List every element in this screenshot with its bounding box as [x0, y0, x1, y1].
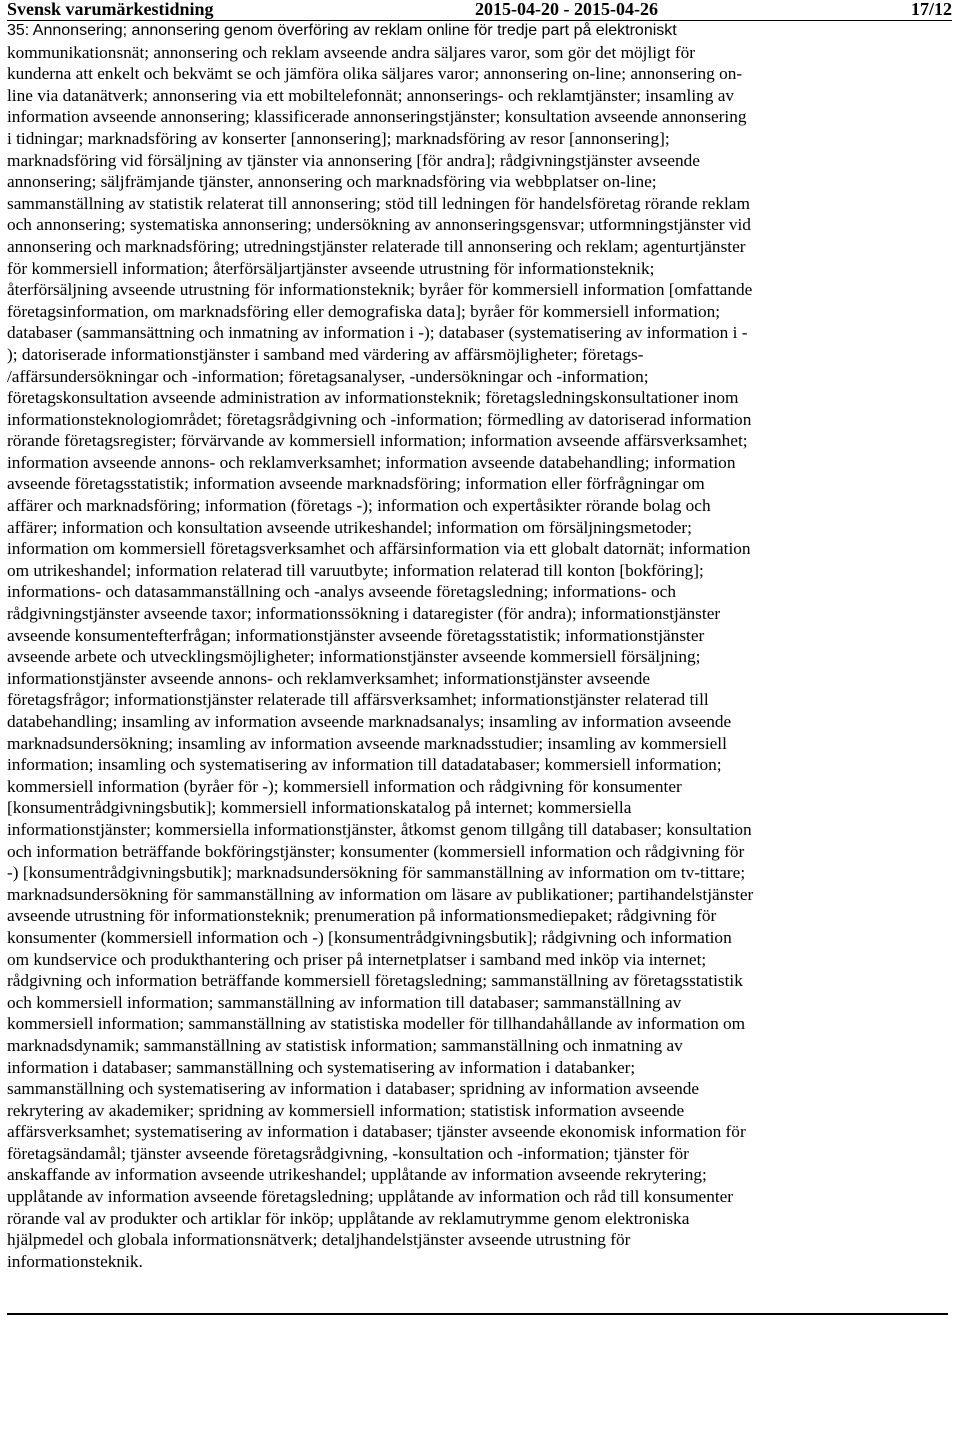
publication-title: Svensk varumärkestidning — [7, 0, 214, 19]
page-number: 17/12 — [910, 0, 952, 19]
text-line: avseende konsumentefterfrågan; informationstjänster avseende företagsstatistik; informationstjänster — [7, 625, 705, 645]
text-line: och annonsering; systematiska annonsering; undersökning av annonseringsgensvar; utformningstjänster vid — [7, 215, 751, 235]
text-line: rekrytering av akademiker; spridning av kommersiell information; statistisk information avseende — [7, 1100, 685, 1120]
text-line: avseende utrustning för informationsteknik; prenumeration på informationsmediepaket; rådgivning för — [7, 906, 717, 926]
text-line: informations- och datasammanställning och -analys avseende företagsledning; informations- och — [7, 582, 676, 602]
text-line: informationsteknologiområdet; företagsrådgivning och -information; förmedling av datoriserad information — [7, 409, 752, 429]
text-line: avseende företagsstatistik; information avseende marknadsföring; information eller förfrågningar om — [7, 474, 705, 494]
text-line: kunderna att enkelt och bekvämt se och jämföra olika säljares varor; annonsering on-line; annonsering on- — [7, 64, 743, 84]
text-line: /affärsundersökningar och -information; företagsanalyser, -undersökningar och -information; — [7, 366, 649, 386]
text-line: kommersiell information (byråer för -); kommersiell information och rådgivning för konsumenter — [7, 776, 682, 796]
text-line: marknadsundersökning; insamling av information avseende marknadsstudier; insamling av kommersiell — [7, 733, 727, 753]
text-line: 35: Annonsering; annonsering genom överföring av reklam online för tredje part på elektroniskt — [7, 22, 677, 39]
text-line: affärer och marknadsföring; information (företags -); information och expertåsikter rörande bolag och — [7, 496, 711, 516]
text-line: och kommersiell information; sammanställning av information till databaser; sammanställning av — [7, 992, 682, 1012]
text-line: rörande val av produkter och artiklar för inköp; upplåtande av reklamutrymme genom elektroniska — [7, 1208, 690, 1228]
text-line: företagsinformation, om marknadsföring eller demografiska data]; byråer för kommersiell information; — [7, 301, 721, 321]
text-line: rådgivning och information beträffande kommersiell företagsledning; sammanställning av företagsstatistik — [7, 971, 743, 991]
text-line: information avseende annonsering; klassificerade annonseringstjänster; konsultation avseende annonsering — [7, 107, 747, 127]
text-line: information om kommersiell företagsverksamhet och affärsinformation via ett globalt datornät; information — [7, 539, 751, 559]
text-line: databehandling; insamling av information avseende marknadsanalys; insamling av information avseende — [7, 712, 732, 731]
text-line: information i databaser; sammanställning och systematisering av information i databanker; — [7, 1057, 636, 1077]
text-line: informationstjänster avseende annons- och reklamverksamhet; informationstjänster avseende — [7, 668, 651, 688]
text-line: sammanställning av statistik relaterat till annonsering; stöd till ledningen för handelsföretag rörande reklam — [7, 193, 750, 213]
text-line: line via datanätverk; annonsering via ett mobiltelefonnät; annonserings- och reklamtjänster; insamling av — [7, 85, 735, 105]
text-line: konsumenter (kommersiell information och -) [konsumentrådgivningsbutik]; rådgivning och information — [7, 927, 732, 947]
text-line: -) [konsumentrådgivningsbutik]; marknadsundersökning för sammanställning av information om tv-tittare; — [7, 863, 746, 883]
text-line: databaser (sammansättning och inmatning av information i -); databaser (systematisering av information i - — [7, 323, 748, 343]
text-line: återförsäljning avseende utrustning för informationsteknik; byråer för kommersiell information [omfattande — [7, 280, 753, 300]
text-line: anskaffande av information avseende utrikeshandel; upplåtande av information avseende rekrytering; — [7, 1165, 707, 1185]
text-line: för kommersiell information; återförsäljartjänster avseende utrustning för informationsteknik; — [7, 258, 655, 278]
publication-date-range: 2015-04-20 - 2015-04-26 — [475, 0, 658, 19]
text-line: informationsteknik. — [7, 1251, 143, 1271]
text-line: om utrikeshandel; information relaterad till varuutbyte; information relaterad till konton [bokföring]; — [7, 560, 704, 580]
text-line: rådgivningstjänster avseende taxor; informationssökning i dataregister (för andra); informationstjänster — [7, 604, 721, 624]
text-line: företagsändamål; tjänster avseende företagsrådgivning, -konsultation och -information; tjänster för — [7, 1143, 689, 1163]
text-line: avseende arbete och utvecklingsmöjligheter; informationstjänster avseende kommersiell försäljning; — [7, 647, 701, 667]
text-line: rörande företagsregister; förvärvande av kommersiell information; information avseende affärsverksamhet; — [7, 431, 748, 451]
text-line: annonsering och marknadsföring; utredningstjänster relaterade till annonsering och reklam; agenturtjänster — [7, 236, 746, 256]
text-line: om kundservice och produkthantering och priser på internetplatser i samband med inköp via internet; — [7, 949, 707, 969]
text-line: företagsfrågor; informationstjänster relaterade till affärsverksamhet; informationstjänster relaterad till — [7, 690, 709, 710]
text-line: annonsering; säljfrämjande tjänster, annonsering och marknadsföring via webbplatser on-line; — [7, 172, 657, 192]
text-line: marknadsdynamik; sammanställning av statistisk information; sammanställning och inmatning av — [7, 1035, 683, 1055]
text-line: information avseende annons- och reklamverksamhet; information avseende databehandling; information — [7, 452, 736, 472]
text-line: information; insamling och systematisering av information till datadatabaser; kommersiell information; — [7, 755, 722, 775]
text-line: upplåtande av information avseende företagsledning; upplåtande av information och råd till konsumenter — [7, 1187, 734, 1207]
text-line: ); datoriserade informationstjänster i samband med värdering av affärsmöjligheter; företags- — [7, 344, 644, 364]
text-line: företagskonsultation avseende administration av informationsteknik; företagsledningskonsultationer inom — [7, 388, 739, 408]
text-line: [konsumentrådgivningsbutik]; kommersiell informationskatalog på internet; kommersiella — [7, 798, 632, 818]
page-header — [7, 0, 952, 19]
text-line: affärer; information och konsultation avseende utrikeshandel; information om försäljningsmetoder; — [7, 517, 692, 537]
text-line: marknadsundersökning för sammanställning av information om läsare av publikationer; partihandelstjänster — [7, 884, 754, 904]
text-line: kommunikationsnät; annonsering och reklam avseende andra säljares varor, som gör det möjligt för — [7, 42, 695, 62]
text-line: i tidningar; marknadsföring av konserter [annonsering]; marknadsföring av resor [annonsering]; — [7, 128, 670, 148]
text-line: informationstjänster; kommersiella informationstjänster, åtkomst genom tillgång till databaser; konsultation — [7, 819, 752, 839]
text-line: och information beträffande bokföringstjänster; konsumenter (kommersiell information och rådgivning för — [7, 841, 745, 861]
text-line: marknadsföring vid försäljning av tjänster via annonsering [för andra]; rådgivningstjänster avseende — [7, 150, 700, 170]
text-line: hjälpmedel och globala informationsnätverk; detaljhandelstjänster avseende utrustning för — [7, 1230, 631, 1250]
text-line: sammanställning och systematisering av information i databaser; spridning av information avseende — [7, 1079, 700, 1099]
footer-divider — [7, 1313, 948, 1315]
text-line: affärsverksamhet; systematisering av information i databaser; tjänster avseende ekonomisk information för — [7, 1122, 746, 1142]
text-line: kommersiell information; sammanställning av statistiska modeller för tillhandahållande av information om — [7, 1014, 746, 1034]
class-description-text — [7, 20, 947, 1272]
